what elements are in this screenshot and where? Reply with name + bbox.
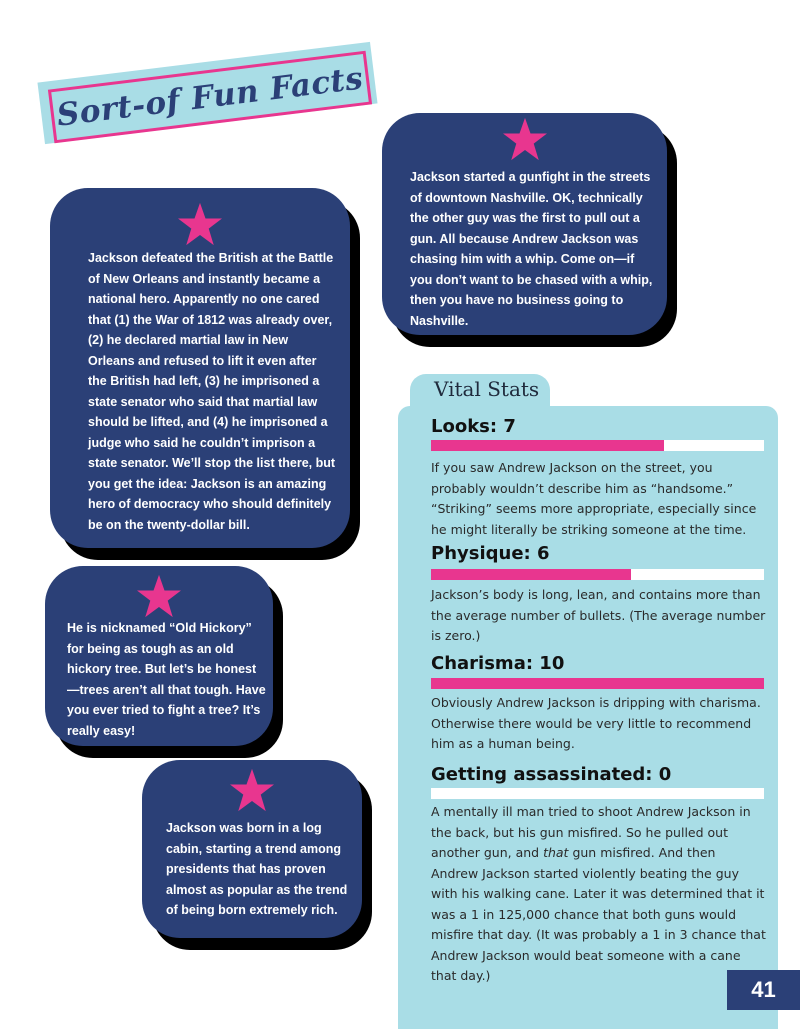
stat-assassinated-bar — [431, 788, 764, 799]
page-title: Sort-of Fun Facts — [54, 60, 366, 134]
star-icon — [136, 574, 182, 618]
stat-looks-description: If you saw Andrew Jackson on the street, you probably wouldn’t describe him as “handsome.” “Striking” seems more appropriate, especially since he might literally be striking someone at the time. — [431, 460, 757, 537]
stat-bar-fill — [431, 678, 764, 689]
stat-charisma-bar — [431, 678, 764, 689]
description-part: A mentally ill man tried to shoot Andrew Jackson in the back, but his gun misfired. So he pulled out another gun, and — [431, 804, 751, 860]
stat-bar-fill — [431, 440, 664, 451]
fact-text: Jackson was born in a log cabin, starting a trend among presidents that has proven almost as popular as the trend of being born extremely rich. — [166, 821, 348, 917]
fact-text: Jackson defeated the British at the Battle of New Orleans and instantly became a national hero. Apparently no one cared that (1) the War of 1812 was already over, (2) he declared martial law in New Orleans and refused to lift it even after the British had left, (3) he imprisoned a state senator who said that martial law should be lifted, and (4) he imprisoned a judge who said he couldn’t imprison a state senator. We’ll stop the list there, but you get the idea: Jackson is an amazing hero of democracy who should definitely be on the twenty-dollar bill. — [88, 251, 336, 532]
fact-card — [45, 566, 273, 746]
description-emphasis: that — [543, 845, 569, 860]
stat-charisma-title: Charisma: 10 — [431, 653, 565, 674]
stat-assassinated-title: Getting assassinated: 0 — [431, 764, 672, 785]
fact-card — [142, 760, 362, 938]
vital-stats-heading: Vital Stats — [434, 377, 540, 401]
stat-bar-fill — [431, 569, 631, 580]
stat-physique-bar — [431, 569, 764, 580]
star-icon — [502, 117, 548, 161]
stat-looks-title: Looks: 7 — [431, 416, 516, 437]
stat-assassinated-description — [431, 802, 766, 987]
stat-looks-bar — [431, 440, 764, 451]
fact-text: He is nicknamed “Old Hickory” for being as tough as an old hickory tree. But let’s be honest—trees aren’t all that tough. Have you ever tried to fight a tree? It’s really easy! — [67, 621, 266, 738]
description-part: gun misfired. And then Andrew Jackson started violently beating the guy with his walking cane. Later it was determined that it was a 1 in 125,000 chance that both guns would misfire that day. (It was probably a 1 in 3 chance that Andrew Jackson would beat someone with a cane that day.) — [431, 845, 766, 983]
stat-charisma-description: Obviously Andrew Jackson is dripping with charisma. Otherwise there would be very little to recommend him as a human being. — [431, 695, 761, 751]
star-icon — [177, 202, 223, 246]
fact-text: Jackson started a gunfight in the streets of downtown Nashville. OK, technically the other guy was the first to pull out a gun. All because Andrew Jackson was chasing him with a whip. Come on—if you don’t want to be chased with a whip, then you have no business going to Nashville. — [410, 170, 653, 328]
fact-card — [382, 113, 667, 335]
star-icon — [229, 768, 275, 812]
fact-card — [50, 188, 350, 548]
stat-physique-title: Physique: 6 — [431, 543, 550, 564]
stat-physique-description: Jackson’s body is long, lean, and contains more than the average number of bullets. (The average number is zero.) — [431, 587, 766, 643]
page-number: 41 — [727, 970, 800, 1010]
